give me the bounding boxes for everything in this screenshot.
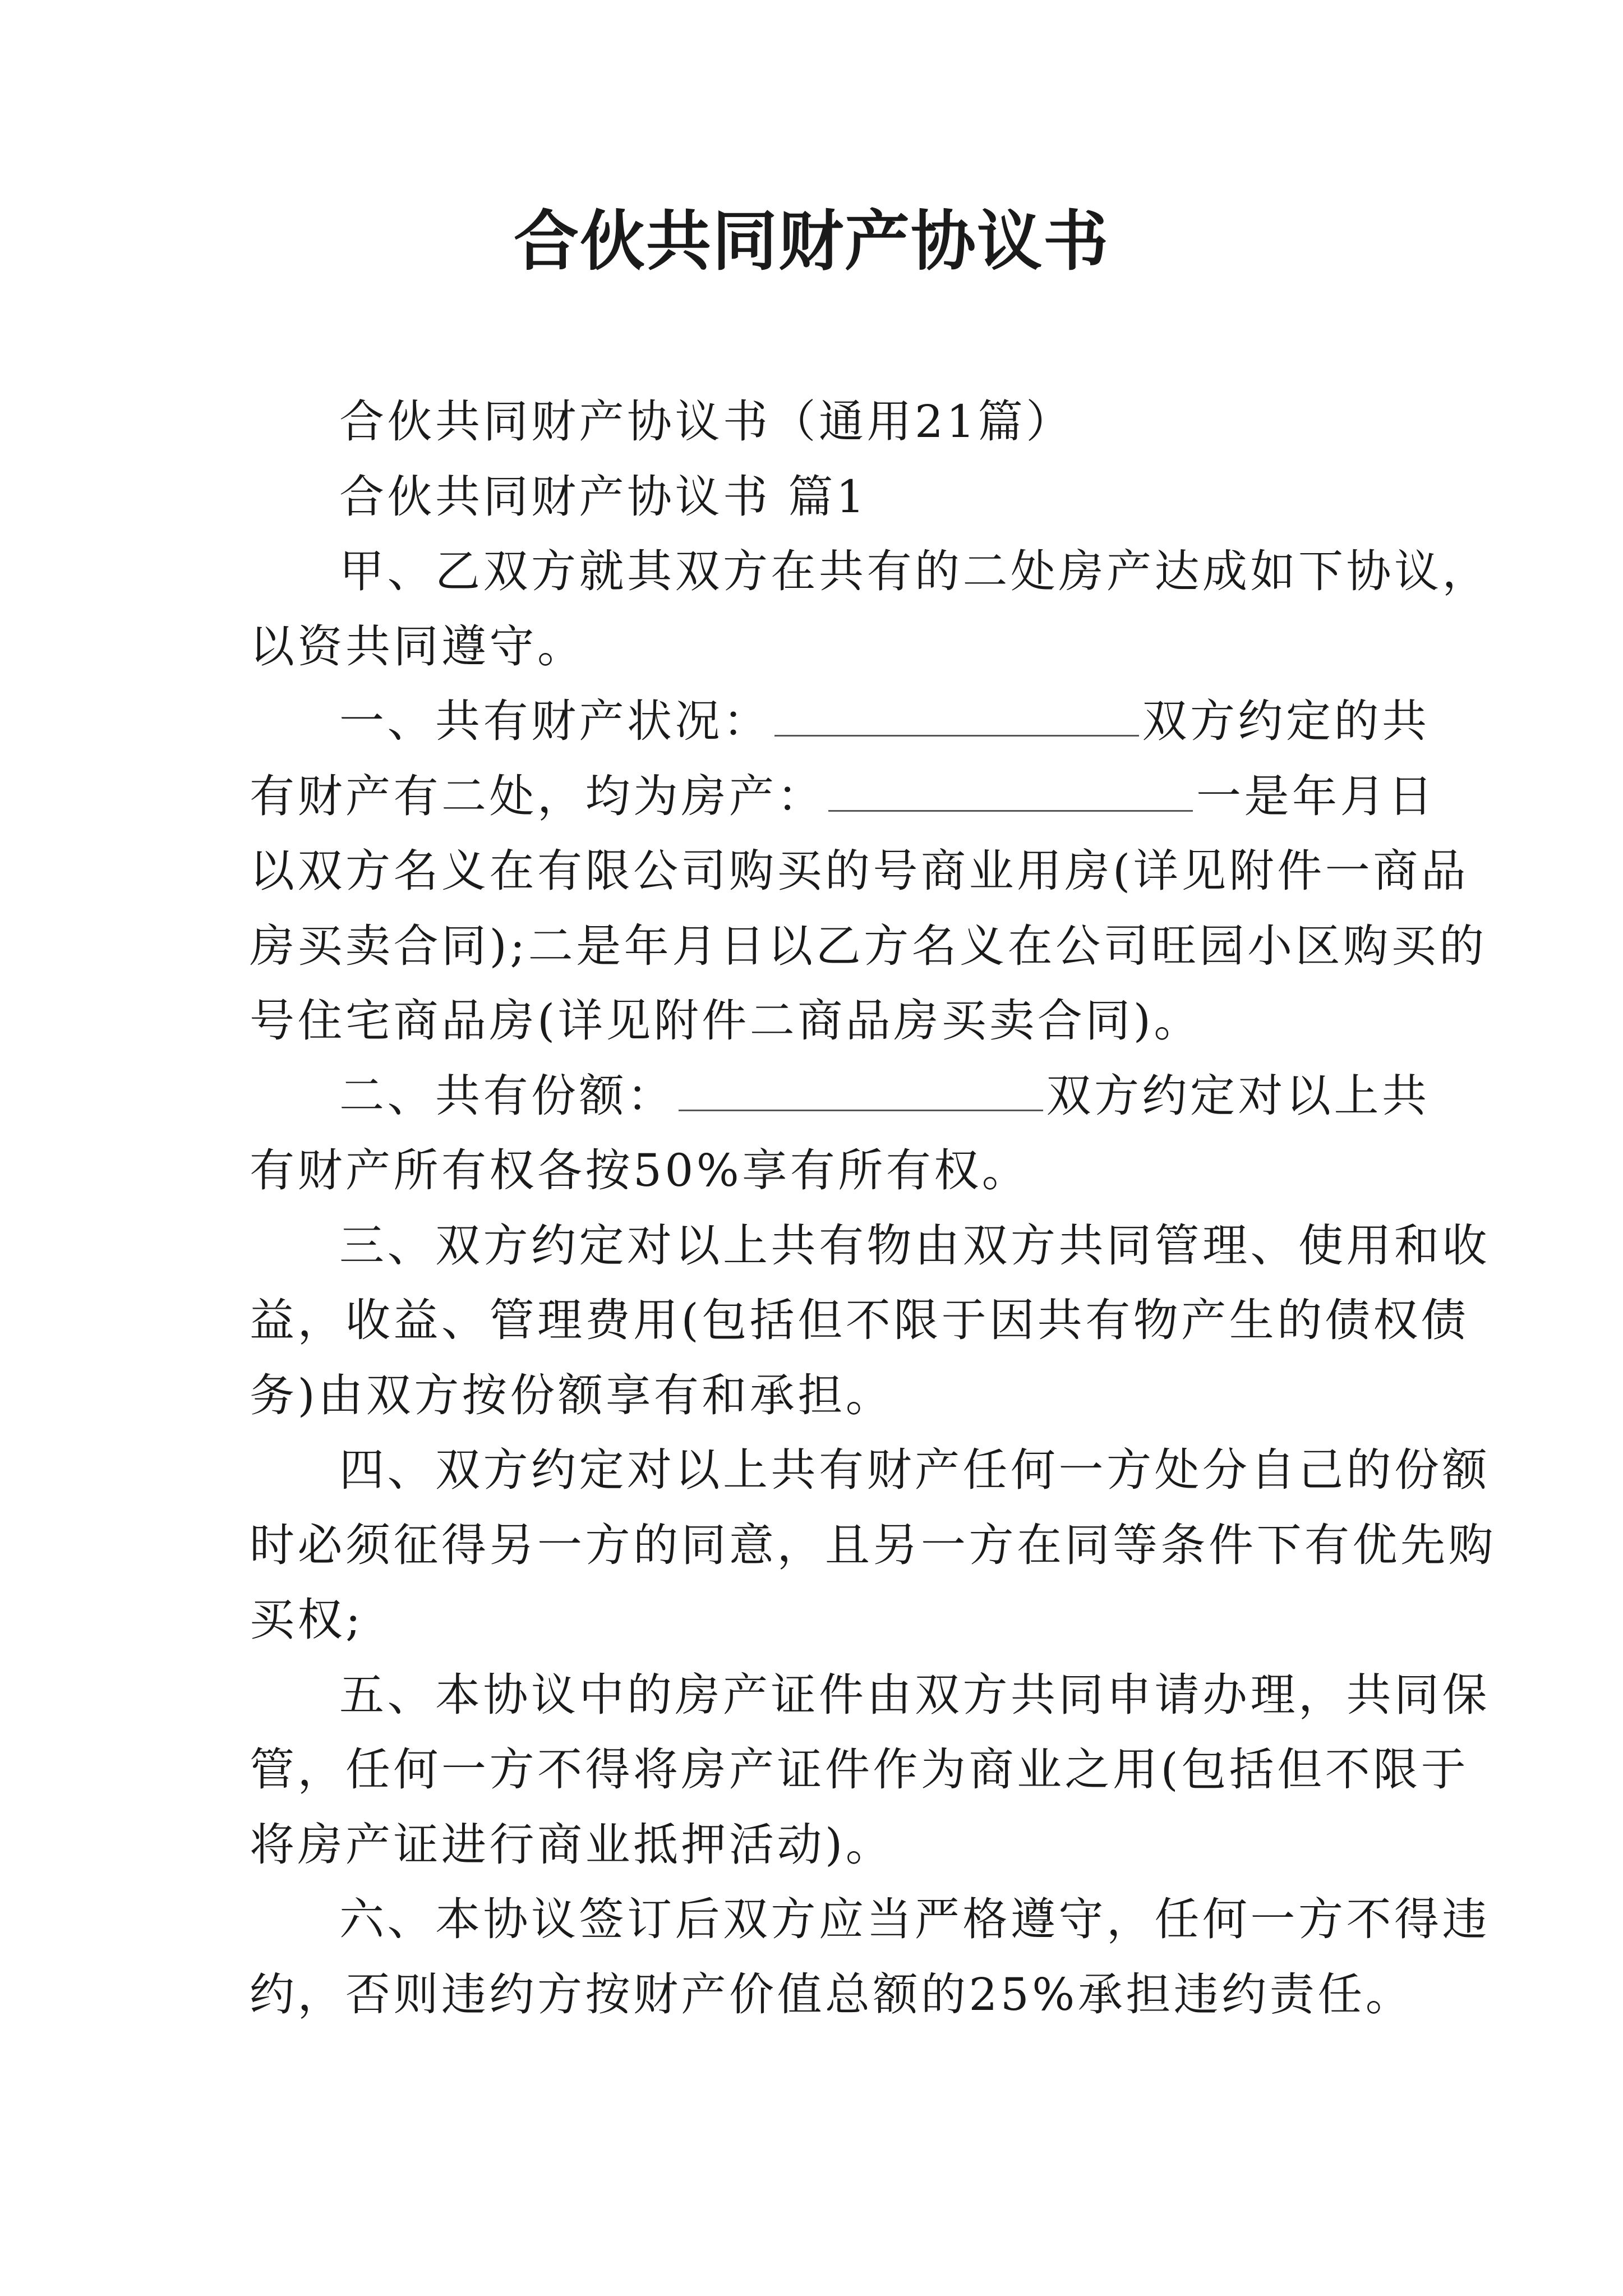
clause1-line-3: 以双方名义在有限公司购买的号商业用房(详见附件一商品 bbox=[250, 845, 1469, 897]
clause6-line-2: 约，否则违约方按财产价值总额的25%承担违约责任。 bbox=[250, 1968, 1414, 2021]
clause5-line-3: 将房产证进行商业抵押活动)。 bbox=[250, 1818, 894, 1871]
clause1-line-1 bbox=[250, 684, 1430, 759]
clause1-text: 一是年月日 bbox=[1196, 770, 1436, 822]
clause3-line-3: 务)由双方按份额享有和承担。 bbox=[250, 1369, 894, 1421]
clause3-line-1: 三、双方约定对以上共有物由双方共同管理、使用和收 bbox=[339, 1219, 1490, 1272]
clause1-text: 有财产有二处，均为房产： bbox=[250, 770, 825, 822]
clause1-label: 一、共有财产状况： bbox=[339, 695, 771, 747]
intro-line-1: 甲、乙双方就其双方在共有的二处房产达成如下协议， bbox=[339, 545, 1490, 597]
document-body bbox=[250, 384, 1496, 2032]
fill-in-blank bbox=[774, 701, 1139, 737]
clause5-line-2: 管，任何一方不得将房产证件作为商业之用(包括但不限于 bbox=[250, 1743, 1469, 1796]
clause3-line-2: 益，收益、管理费用(包括但不限于因共有物产生的债权债 bbox=[250, 1294, 1469, 1346]
clause1-line-4: 房买卖合同);二是年月日以乙方名义在公司旺园小区购买的 bbox=[250, 919, 1487, 972]
clause4-line-1: 四、双方约定对以上共有财产任何一方处分自己的份额 bbox=[339, 1444, 1490, 1496]
clause1-line-5: 号住宅商品房(详见附件二商品房买卖合同)。 bbox=[250, 995, 1202, 1047]
intro-line-2: 以资共同遵守。 bbox=[250, 620, 585, 673]
clause4-line-2: 时必须征得另一方的同意，且另一方在同等条件下有优先购 bbox=[250, 1519, 1496, 1571]
clause2-text: 双方约定对以上共 bbox=[1046, 1069, 1430, 1122]
clause2-label: 二、共有份额： bbox=[339, 1069, 675, 1122]
clause6-line-1: 六、本协议签订后双方应当严格遵守，任何一方不得违 bbox=[339, 1893, 1490, 1945]
clause1-text: 双方约定的共 bbox=[1142, 695, 1430, 747]
clause2-line-1 bbox=[250, 1059, 1430, 1134]
clause4-line-3: 买权; bbox=[250, 1594, 364, 1646]
clause1-line-2 bbox=[250, 759, 1436, 834]
fill-in-blank bbox=[679, 1076, 1043, 1111]
fill-in-blank bbox=[828, 776, 1193, 812]
document-title: 合伙共同财产协议书 bbox=[514, 203, 1109, 279]
document-subtitle: 合伙共同财产协议书（通用21篇） bbox=[339, 395, 1074, 448]
clause2-line-2: 有财产所有权各按50%享有所有权。 bbox=[250, 1144, 1030, 1197]
clause5-line-1: 五、本协议中的房产证件由双方共同申请办理，共同保 bbox=[339, 1668, 1490, 1721]
section-heading: 合伙共同财产协议书 篇1 bbox=[339, 470, 868, 523]
